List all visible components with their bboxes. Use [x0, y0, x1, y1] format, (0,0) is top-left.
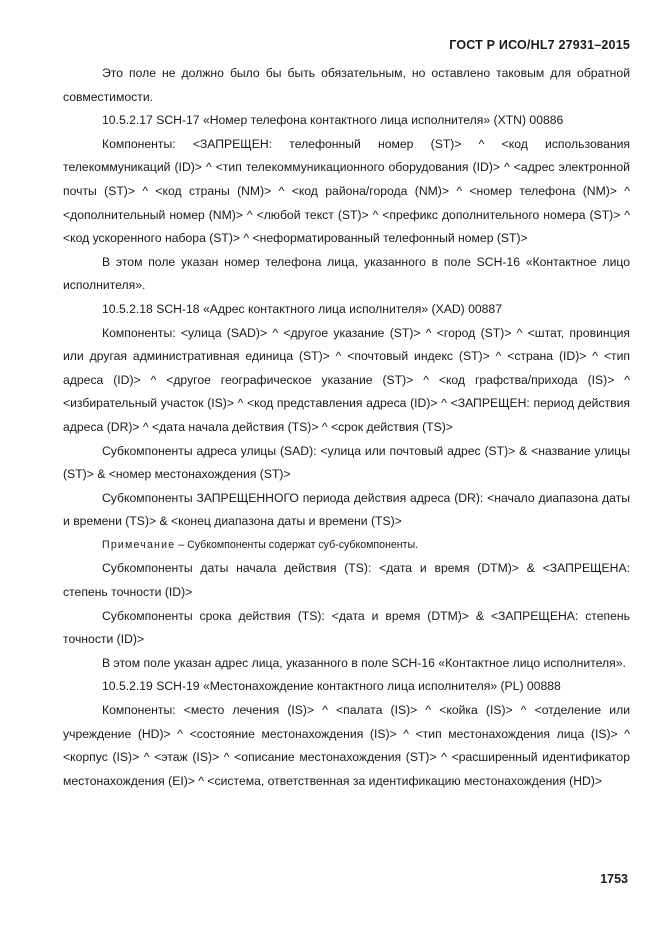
paragraph: Компоненты: <улица (SAD)> ^ <другое указание (ST)> ^ <город (ST)> ^ <штат, провинция или другая административная единица (ST)> ^ <почтовый индекс (ST)> ^ <страна (ID)> ^ <тип адреса (ID)> ^ <другое географическое указание (ST)> ^ <код графства/прихода (IS)> ^ <избирательный участок (IS)> ^ <код представления адреса (ID)> ^ <ЗАПРЕЩЕН: период действия адреса (DR)> ^ <дата начала действия (TS)> ^ <срок действия (TS)>	[63, 325, 630, 434]
note-label: Примечание	[102, 538, 176, 551]
paragraph: В этом поле указан номер телефона лица, указанного в поле SCH-16 «Контактное лицо исполнителя».	[63, 254, 630, 293]
paragraph: Субкомпоненты адреса улицы (SAD): <улица или почтовый адрес (ST)> & <название улицы (ST)> & <номер местонахождения (ST)>	[63, 443, 630, 482]
page-number: 1753	[600, 872, 628, 886]
paragraph: Компоненты: <место лечения (IS)> ^ <палата (IS)> ^ <койка (IS)> ^ <отделение или учреждение (HD)> ^ <состояние местонахождения (IS)> ^ <тип местонахождения лица (IS)> ^ <корпус (IS)> ^ <этаж (IS)> ^ <описание местонахождения (ST)> ^ <расширенный идентификатор местонахождения (EI)> ^ <система, ответственная за идентификацию местонахождения (HD)>	[63, 703, 630, 788]
paragraph: В этом поле указан адрес лица, указанного в поле SCH-16 «Контактное лицо исполнителя».	[102, 655, 626, 670]
paragraph: Это поле не должно было бы быть обязательным, но оставлено таковым для обратной совместимости.	[63, 66, 630, 104]
paragraph: Субкомпоненты ЗАПРЕЩЕННОГО периода действия адреса (DR): <начало диапазона даты и времени (TS)> & <конец диапазона даты и времени (TS)>	[63, 490, 630, 529]
section-heading: 10.5.2.18 SCH-18 «Адрес контактного лица исполнителя» (XAD) 00887	[102, 301, 502, 316]
section-heading: 10.5.2.19 SCH-19 «Местонахождение контактного лица исполнителя» (PL) 00888	[102, 679, 561, 694]
paragraph: Субкомпоненты даты начала действия (TS): <дата и время (DTM)> & <ЗАПРЕЩЕНА: степень точности (ID)>	[63, 561, 630, 600]
paragraph: Компоненты: <ЗАПРЕЩЕН: телефонный номер (ST)> ^ <код использования телекоммуникаций (ID)> ^ <тип телекоммуникационного оборудования (ID)> ^ <адрес электронной почты (ST)> ^ <код страны (NM)> ^ <код района/города (NM)> ^ <номер телефона (NM)> ^ <дополнительный номер (NM)> ^ <любой текст (ST)> ^ <префикс дополнительного номера (ST)> ^ <код ускоренного набора (ST)> ^ <неформатированный телефонный номер (ST)>	[63, 136, 630, 246]
note-text: – Субкомпоненты содержат суб-субкомпоненты.	[175, 538, 419, 551]
note	[63, 534, 630, 558]
document-body	[63, 62, 630, 793]
section-heading: 10.5.2.17 SCH-17 «Номер телефона контактного лица исполнителя» (XTN) 00886	[102, 113, 564, 128]
document-header: ГОСТ Р ИСО/HL7 27931–2015	[449, 38, 630, 52]
paragraph: Субкомпоненты срока действия (TS): <дата и время (DTM)> & <ЗАПРЕЩЕНА: степень точности (ID)>	[63, 608, 630, 647]
